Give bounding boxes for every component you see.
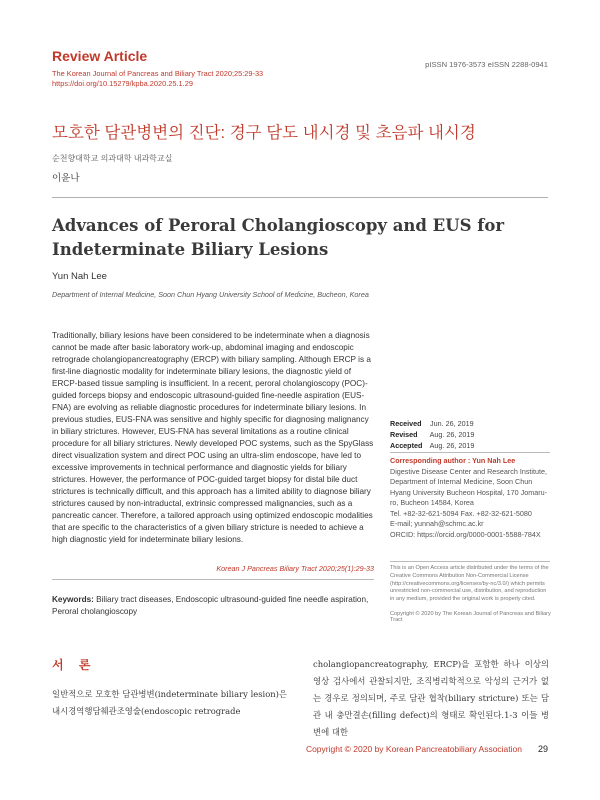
section-heading: 서 론: [52, 658, 97, 672]
keywords: [52, 594, 374, 618]
corresponding-address: Digestive Disease Center and Research Institute, Department of Internal Medicine, Soon Chun Hyang University Bucheon Hospital, 170 Jomaru-ro, Bucheon 14584, Korea: [390, 466, 548, 507]
article-type: Review Article: [52, 48, 148, 64]
revised-row: [390, 429, 550, 440]
citation: Korean J Pancreas Biliary Tract 2020;25(1):29-33: [216, 564, 374, 573]
received-label: Received: [390, 419, 422, 428]
korean-affiliation: 순천향대학교 의과대학 내과학교실: [52, 154, 173, 163]
footer-copyright: Copyright © 2020 by Korean Pancreatobiliary Association: [305, 744, 522, 754]
english-title: Advances of Peroral Cholangioscopy and EUS for Indeterminate Biliary Lesions: [52, 216, 505, 259]
page-number: 29: [537, 744, 548, 754]
corresponding-title: Corresponding author : Yun Nah Lee: [390, 456, 516, 465]
accepted-date: Aug. 26, 2019: [429, 441, 475, 450]
english-department: Department of Internal Medicine, Soon Chun Hyang University School of Medicine, Bucheon, Korea: [52, 290, 369, 299]
received-date: Jun. 26, 2019: [430, 419, 474, 428]
revised-label: Revised: [390, 430, 418, 439]
doi-link[interactable]: https://doi.org/10.15279/kpba.2020.25.1.29: [52, 79, 193, 88]
corresponding-email[interactable]: E-mail; yunnah@schmc.ac.kr: [390, 519, 484, 528]
body-text-left: 일반적으로 모호한 담관병변(indeterminate biliary lesion)은 내시경역행담췌관조영술(endoscopic retrograde: [52, 689, 287, 716]
revised-date: Aug. 26, 2019: [429, 430, 475, 439]
divider: [390, 561, 550, 562]
body-text-right: cholangiopancreatography, ERCP)을 포함한 하나 이상의 영상 검사에서 관찰되지만, 조직병리학적으로 악성의 근거가 없는 경우로 정의되며, 주로 담관 협착(biliary stricture) 또는 담관 내 충만결손(filling defect)의 형태로 확인된다.1-3 이들 병변에 대한: [313, 659, 549, 737]
accepted-row: [390, 440, 550, 451]
article-dates: [390, 418, 550, 451]
keywords-text: Biliary tract diseases, Endoscopic ultrasound-guided fine needle aspiration, Peroral cholangioscopy: [52, 595, 369, 616]
journal-citation: The Korean Journal of Pancreas and Biliary Tract 2020;25:29-33: [52, 69, 264, 78]
issn: pISSN 1976-3573 eISSN 2288-0941: [425, 60, 548, 69]
divider: [390, 452, 550, 453]
journal-copyright: Copyright © 2020 by The Korean Journal of Pancreas and Biliary Tract: [390, 611, 551, 623]
accepted-label: Accepted: [390, 441, 423, 450]
received-row: [390, 418, 550, 429]
korean-title: 모호한 담관병변의 진단: 경구 담도 내시경 및 초음파 내시경: [52, 124, 476, 142]
divider: [52, 579, 374, 580]
abstract: Traditionally, biliary lesions have been considered to be indeterminate when a diagnosis cannot be made after basic laboratory work-up, abdominal imaging and endoscopic retrograde cholangiopancreatography (ERCP) with biliary sampling. Although ERCP is a first-line diagnostic modality for indeterminate biliary lesions, the diagnostic yield of ERCP-based tissue sampling is insufficient. In a recent, peroral cholangioscopy (POC)-guided forceps biopsy and endoscopic ultrasound-guided fine-needle aspiration (EUS-FNA) are evolving as reliable diagnostic procedures for indeterminate biliary lesions. In previous studies, EUS-FNA was sensitive and highly specific for diagnosing malignancy in biliary strictures. However, EUS-FNA has several limitations as a routine clinical procedure for all biliary strictures. Newly developed POC systems, such as the SpyGlass direct visualization system and direct POC using an ultra-slim endoscope, have led to excessive improvements in technical performance and diagnostic yields for biliary strictures. However, the performance of POC-guided target biopsy for distal bile duct strictures is technically difficult, and this approach has a limited ability to diagnose biliary strictures caused by non-intraductal, extrinsic compressed malignancies, such as a pancreatic cancer. Therefore, a tailored approach using optimized endoscopic modalities that are specific to the characteristics of a given biliary stricture is needed to achieve a high diagnostic yield for indeterminate biliary lesions.: [52, 331, 374, 544]
english-author: Yun Nah Lee: [52, 271, 107, 282]
corresponding-orcid[interactable]: ORCID: https://orcid.org/0000-0001-5588-784X: [390, 529, 541, 539]
divider: [52, 197, 548, 198]
korean-author: 이윤나: [52, 173, 80, 184]
corresponding-author: [390, 456, 552, 540]
corresponding-tel: Tel. +82-32-621-5094 Fax. +82-32-621-5080: [390, 508, 532, 518]
open-access-note: This is an Open Access article distributed under the terms of the Creative Commons Attribution Non-Commercial License (http://creativecommons.org/licenses/by-nc/3.0/) which permits unrestricted non-commercial use, distribution, and reproduction in any medium, provided the original work is properly cited.: [390, 565, 549, 603]
keywords-label: Keywords:: [52, 595, 94, 604]
